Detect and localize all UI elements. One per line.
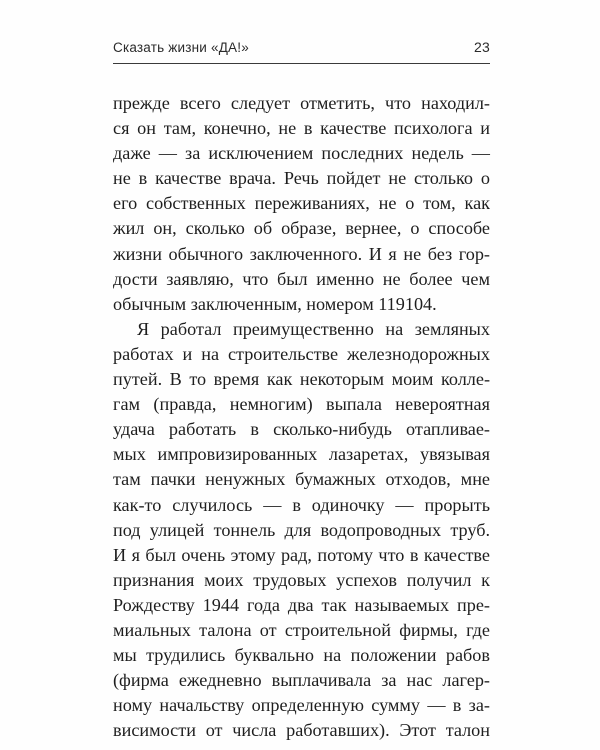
text-line: обычным заключенным, номером 119104. (113, 293, 437, 314)
paragraph-2 (113, 317, 490, 744)
text-line: там пачки ненужных бумажных отходов, мне (113, 469, 490, 490)
text-line: признания моих трудовых успехов получил к (113, 569, 490, 590)
text-line: работах и на строительстве железнодорожных (113, 343, 490, 364)
text-line: мы трудились буквально на положении рабов (113, 645, 490, 666)
text-line: (фирма ежедневно выплачивала за нас лагер- (113, 670, 490, 691)
page-number: 23 (474, 39, 490, 55)
text-line: под улицей тоннель для водопроводных труб. (113, 519, 490, 540)
text-line: жил он, сколько об образе, вернее, о способе (113, 218, 490, 239)
text-line: путей. В то время как некоторым моим колле- (113, 369, 490, 390)
text-line: не в качестве врача. Речь пойдет не столько о (113, 168, 490, 189)
text-line: ся он там, конечно, не в качестве психолога и (113, 118, 490, 139)
text-line: даже — за исключением последних недель — (113, 143, 490, 164)
text-line: жизни обычного заключенного. И я не без гор- (113, 243, 490, 264)
paragraph-1 (113, 91, 490, 317)
text-line: как-то случилось — в одиночку — прорыть (113, 494, 490, 515)
header-rule (113, 63, 490, 64)
text-line: И я был очень этому рад, потому что в качестве (113, 544, 490, 565)
running-head (113, 38, 490, 60)
text-line: удача работать в сколько-нибудь отапливае- (113, 419, 490, 440)
text-line: его собственных переживаниях, не о том, как (113, 193, 490, 214)
text-line: Я работал преимущественно на земляных (137, 318, 490, 339)
body-text (113, 91, 490, 743)
text-line: прежде всего следует отметить, что находил- (113, 93, 490, 113)
text-line: висимости от числа работавших). Этот талон (113, 720, 490, 741)
running-title: Сказать жизни «ДА!» (113, 40, 249, 55)
text-line: гам (правда, немногим) выпала невероятная (113, 394, 490, 415)
text-line: ному начальству определенную сумму — в за- (113, 695, 490, 716)
text-line: миальных талона от строительной фирмы, где (113, 619, 490, 640)
text-line: Рождеству 1944 года два так называемых пре- (113, 594, 490, 615)
text-line: дости заявляю, что был именно не более чем (113, 268, 490, 289)
text-line: мых импровизированных лазаретах, увязывая (113, 444, 490, 465)
